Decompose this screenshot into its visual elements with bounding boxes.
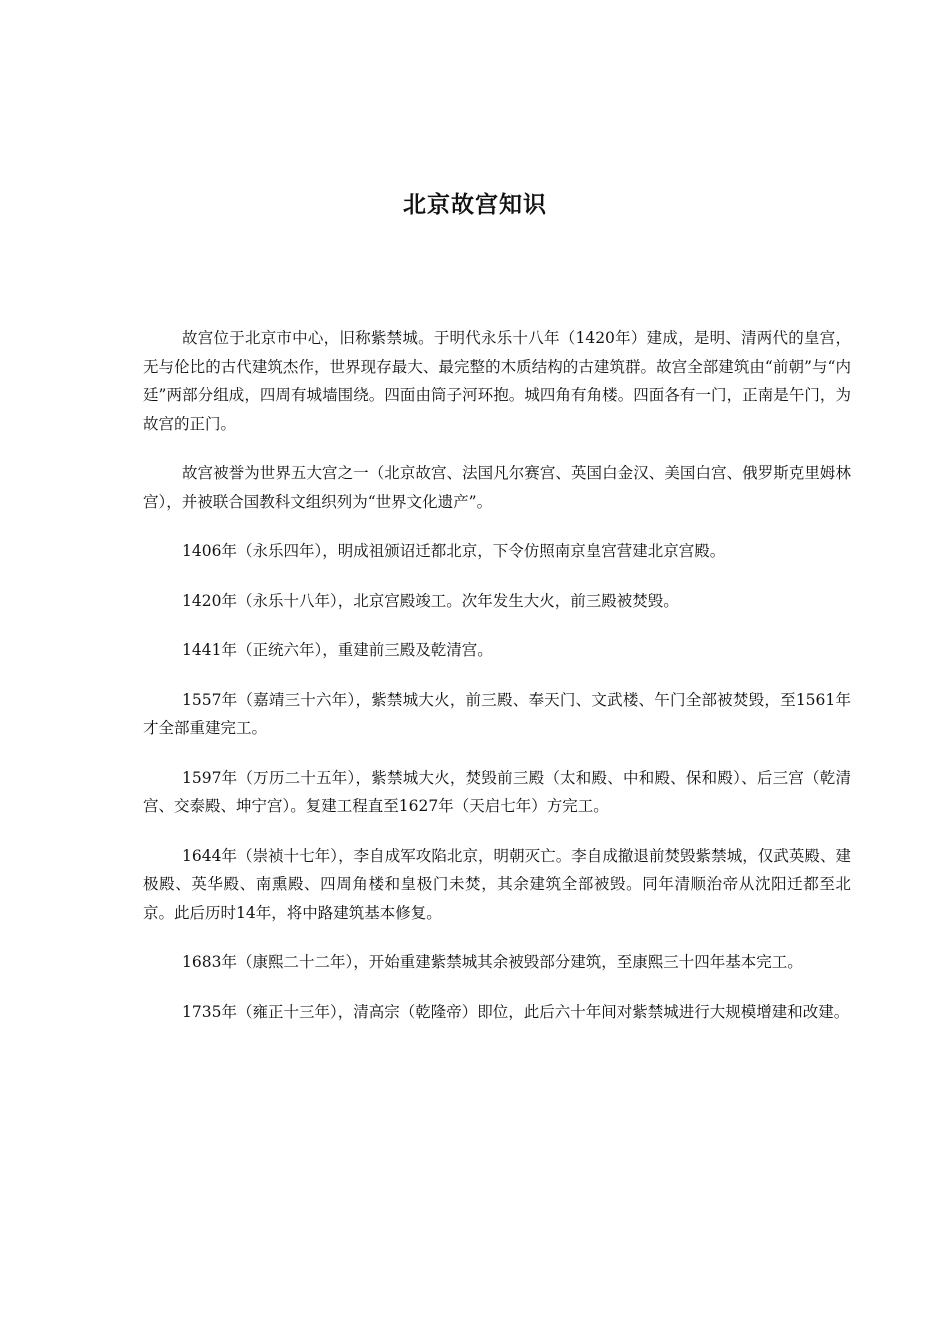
paragraph-world-palaces: 故宫被誉为世界五大宫之一（北京故宫、法国凡尔赛宫、英国白金汉、美国白宫、俄罗斯克里姆林宫），并被联合国教科文组织列为“世界文化遗产”。 bbox=[143, 464, 851, 511]
paragraph-overview: 故宫位于北京市中心，旧称紫禁城。于明代永乐十八年（1420年）建成，是明、清两代的皇宫，无与伦比的古代建筑杰作，世界现存最大、最完整的木质结构的古建筑群。故宫全部建筑由“前朝”与“内廷”两部分组成，四周有城墙围绕。四面由筒子河环抱。城四角有角楼。四面各有一门，正南是午门，为故宫的正门。 bbox=[143, 329, 851, 433]
paragraph-1406: 1406年（永乐四年），明成祖颁诏迁都北京，下令仿照南京皇宫营建北京宫殿。 bbox=[182, 542, 726, 560]
paragraph-1557: 1557年（嘉靖三十六年），紫禁城大火，前三殿、奉天门、文武楼、午门全部被焚毁，至1561年才全部重建完工。 bbox=[143, 690, 851, 737]
paragraph-1683: 1683年（康熙二十二年），开始重建紫禁城其余被毁部分建筑，至康熙三十四年基本完工。 bbox=[182, 953, 803, 971]
paragraph-1597: 1597年（万历二十五年），紫禁城大火，焚毁前三殿（太和殿、中和殿、保和殿）、后三宫（乾清宫、交泰殿、坤宁宫）。复建工程直至1627年（天启七年）方完工。 bbox=[143, 768, 851, 815]
paragraph-1420: 1420年（永乐十八年），北京宫殿竣工。次年发生大火，前三殿被焚毁。 bbox=[182, 591, 679, 610]
paragraph-1644: 1644年（崇祯十七年），李自成军攻陷北京，明朝灭亡。李自成撤退前焚毁紫禁城，仅武英殿、建极殿、英华殿、南熏殿、四周角楼和皇极门未焚，其余建筑全部被毁。同年清顺治帝从沈阳迁都至北京。此后历时14年，将中路建筑基本修复。 bbox=[143, 846, 851, 922]
paragraph-1735: 1735年（雍正十三年），清高宗（乾隆帝）即位，此后六十年间对紫禁城进行大规模增建和改建。 bbox=[182, 1002, 850, 1021]
paragraph-1441: 1441年（正统六年），重建前三殿及乾清宫。 bbox=[182, 641, 493, 659]
page-title: 北京故宫知识 bbox=[403, 192, 547, 218]
document-body bbox=[143, 324, 851, 1047]
